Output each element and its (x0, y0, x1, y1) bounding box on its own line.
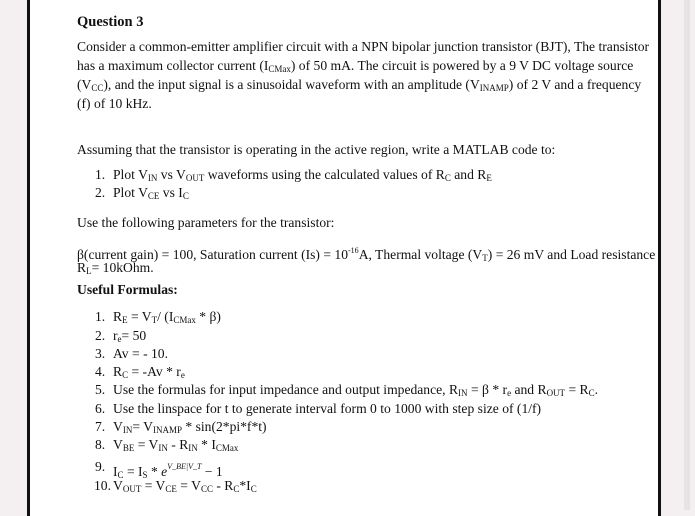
text-segment: e (161, 464, 168, 479)
subscript: e (180, 370, 185, 380)
text-segment: and R (511, 382, 547, 397)
statement-line (77, 95, 152, 113)
text-segment: Plot V (113, 185, 148, 200)
text-segment: R (113, 309, 123, 324)
subscript: e (507, 388, 512, 398)
text-segment: (V (77, 77, 92, 92)
subscript: IN (122, 425, 133, 435)
subscript: CMax (215, 443, 239, 453)
text-segment: ) = 26 mV and Load resistance (487, 247, 656, 262)
subscript: C (122, 370, 129, 380)
subscript: OUT (546, 388, 566, 398)
text-segment: / (I (157, 309, 174, 324)
subscript: C (250, 484, 257, 494)
text-segment: R (77, 260, 87, 275)
text-segment: = R (565, 382, 589, 397)
subscript: OUT (185, 173, 205, 183)
text-segment: = V (141, 478, 166, 493)
text-segment: (f) of 10 kHz. (77, 96, 152, 111)
list-number: 9. (95, 459, 106, 474)
subscript: INAMP (152, 425, 182, 435)
text-segment: = V (176, 478, 201, 493)
text-segment: Use the formulas for input impedance and output impedance, R (113, 382, 459, 397)
subscript: IN (188, 443, 198, 453)
list-number: 4. (95, 364, 106, 379)
subscript: L (86, 266, 92, 276)
text-segment: = I (123, 464, 143, 479)
subscript: INAMP (479, 83, 509, 93)
parameter-line (77, 259, 154, 280)
statement-line (77, 57, 633, 78)
text-segment: A, Thermal voltage (V (358, 247, 483, 262)
text-segment: * β) (195, 309, 221, 324)
subscript: E (486, 173, 492, 183)
list-number: 1. (95, 167, 106, 182)
text-segment: = β * r (467, 382, 508, 397)
subscript: IN (158, 443, 168, 453)
formula-item (113, 436, 238, 457)
subscript: S (142, 470, 148, 480)
subscript: BE (122, 443, 135, 453)
subscript: CMax (173, 315, 196, 325)
text-segment: V (113, 478, 123, 493)
list-number: 3. (95, 346, 106, 361)
text-segment: and R (450, 167, 487, 182)
subscript: C (182, 191, 189, 201)
task-item (113, 184, 189, 205)
text-segment: − 1 (201, 464, 223, 479)
text-segment: * (147, 464, 162, 479)
subscript: E (122, 315, 128, 325)
text-segment: I (113, 464, 118, 479)
formula-item (113, 400, 541, 418)
question-title: Question 3 (77, 14, 144, 30)
subscript: e (117, 334, 122, 344)
text-segment: Consider a common-emitter amplifier circuit with a NPN bipolar junction transistor (BJT), The transistor (77, 39, 650, 54)
list-number: 10. (94, 478, 111, 493)
statement-line (77, 38, 649, 56)
text-segment: R (113, 364, 123, 379)
text-segment: * I (197, 437, 216, 452)
formula-item (113, 308, 221, 329)
subscript: OUT (122, 484, 142, 494)
text-segment: *I (239, 478, 251, 493)
text-segment: r (113, 328, 118, 343)
parameter-line (77, 242, 655, 267)
list-number: 6. (95, 401, 106, 416)
text-segment: ), and the input signal is a sinusoidal waveform with an amplitude (V (103, 77, 480, 92)
text-segment: V (113, 437, 123, 452)
text-segment: = V (134, 437, 159, 452)
subscript: C (444, 173, 451, 183)
text-segment: V (113, 419, 123, 434)
text-segment: = V (127, 309, 152, 324)
text-segment: - R (212, 478, 234, 493)
text-segment: β(current gain) = 100, Saturation current (Is) = 10 (77, 247, 349, 262)
text-segment: - R (167, 437, 189, 452)
text-segment: ) of 2 V and a frequency (508, 77, 642, 92)
subscript: IN (458, 388, 468, 398)
list-number: 5. (95, 382, 106, 397)
formulas-heading: Useful Formulas: (77, 282, 178, 297)
text-segment: waveforms using the calculated values of R (204, 167, 445, 182)
subscript: CE (165, 484, 177, 494)
formula-item (113, 381, 598, 402)
text-segment: = 50 (121, 328, 147, 343)
list-number: 1. (95, 309, 106, 324)
text-segment: has a maximum collector current (I (77, 58, 269, 73)
text-segment: ) of 50 mA. The circuit is powered by a 9 V DC voltage source (290, 58, 634, 73)
subscript: C (117, 470, 124, 480)
text-segment: = -Av * r (128, 364, 181, 379)
subscript: CC (200, 484, 213, 494)
text-segment: vs V (157, 167, 186, 182)
text-segment: Use the linspace for t to generate interval form 0 to 1000 with step size of (1/f) (113, 401, 542, 416)
subscript: CE (147, 191, 160, 201)
subscript: IN (147, 173, 158, 183)
formula-item (113, 345, 168, 363)
exponent-fraction: V_BE|V_T (167, 462, 202, 471)
subscript: T (151, 315, 158, 325)
subscript: CC (91, 83, 104, 93)
text-segment: = 10kOhm. (91, 260, 154, 275)
document-page (27, 0, 661, 516)
list-number: 7. (95, 419, 106, 434)
scrollbar[interactable] (684, 0, 690, 510)
task-intro: Assuming that the transistor is operating in the active region, write a MATLAB code to: (77, 142, 556, 157)
text-segment: vs I (159, 185, 183, 200)
subscript: T (482, 253, 488, 263)
list-number: 8. (95, 437, 106, 452)
text-segment: . (594, 382, 599, 397)
text-segment: = V (132, 419, 153, 434)
subscript: C (588, 388, 595, 398)
text-segment: * sin(2*pi*f*t) (181, 419, 267, 434)
subscript: C (233, 484, 240, 494)
statement-line (77, 76, 641, 97)
subscript: CMax (268, 64, 291, 74)
list-number: 2. (95, 185, 106, 200)
text-segment: Plot V (113, 167, 148, 182)
params-intro: Use the following parameters for the transistor: (77, 215, 335, 230)
formula-item (113, 477, 257, 498)
text-segment: Av = - 10. (113, 346, 168, 361)
superscript: -16 (348, 246, 359, 255)
list-number: 2. (95, 328, 106, 343)
